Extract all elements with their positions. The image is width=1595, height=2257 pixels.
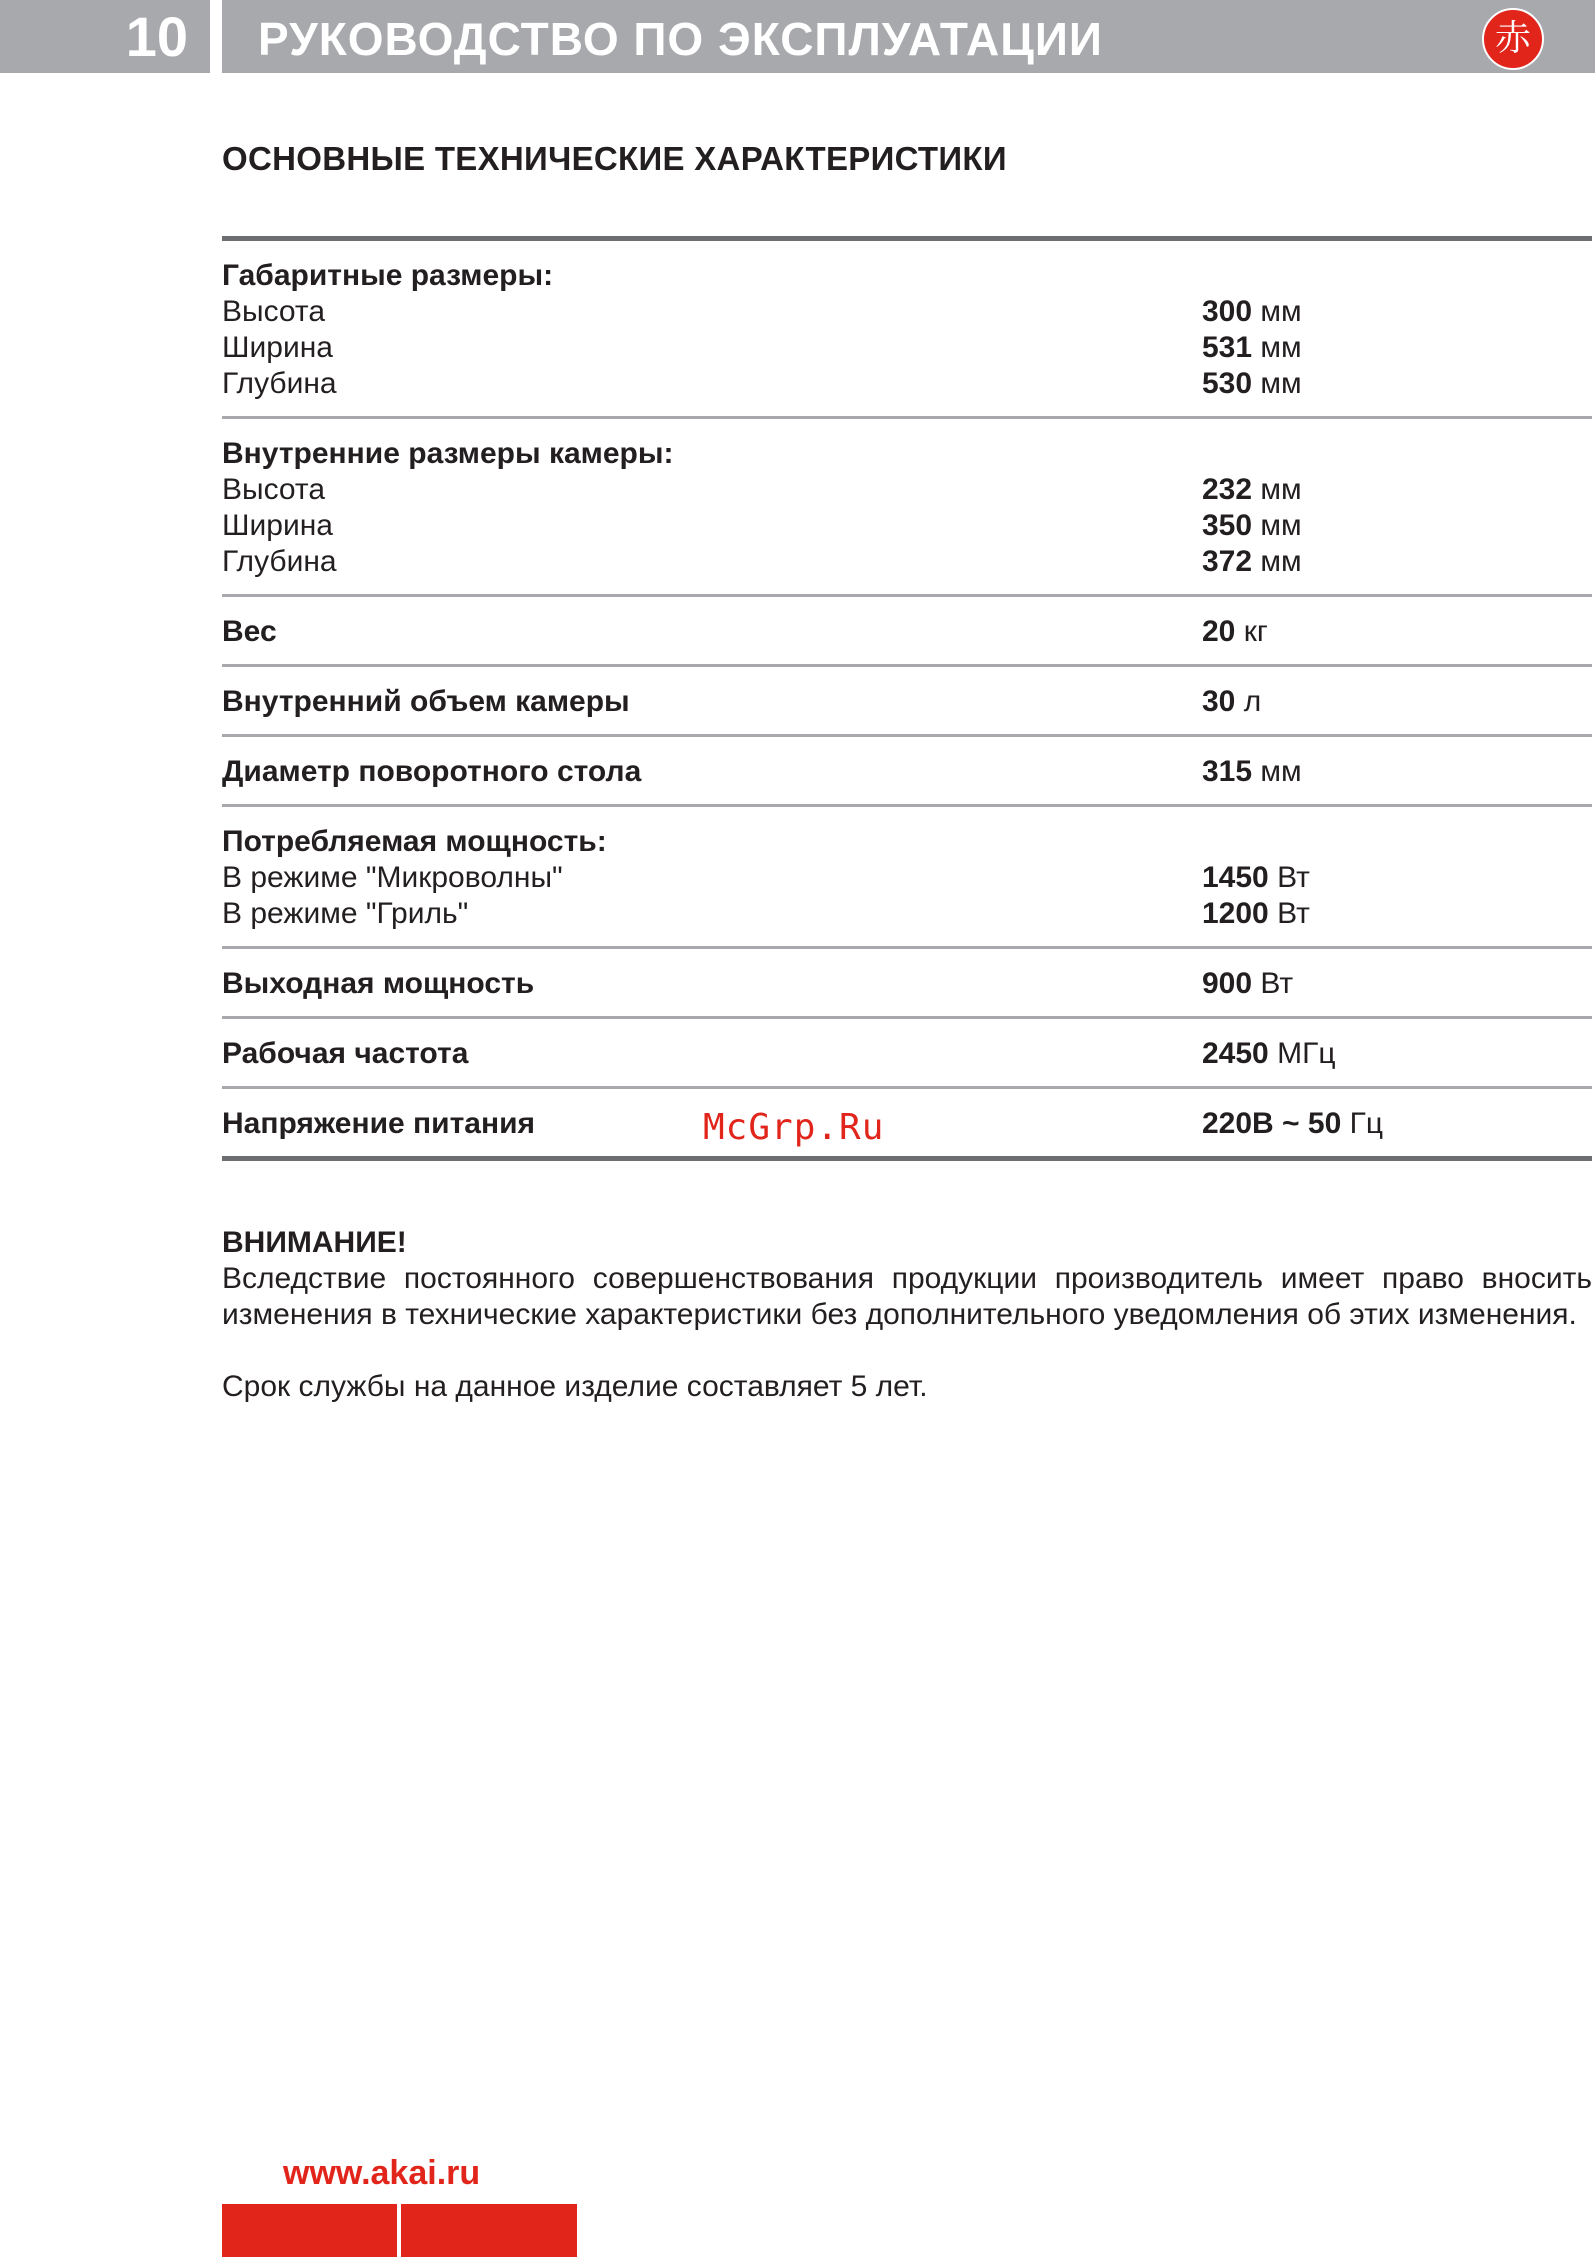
spec-unit: мм — [1260, 295, 1302, 328]
spec-value: 900 — [1202, 967, 1253, 1000]
watermark: McGrp.Ru — [703, 1107, 885, 1148]
spec-value-cell — [1202, 1036, 1592, 1072]
section-title: ОСНОВНЫЕ ТЕХНИЧЕСКИЕ ХАРАКТЕРИСТИКИ — [222, 140, 1007, 177]
spec-value-cell — [1202, 966, 1592, 1002]
spec-value: 531 — [1202, 331, 1253, 364]
spec-group — [222, 949, 1592, 1019]
akai-logo-icon: 赤 — [1482, 8, 1544, 70]
spec-row — [222, 684, 1592, 720]
spec-group — [222, 241, 1592, 419]
spec-label: Высота — [222, 295, 326, 328]
spec-value-cell — [1202, 294, 1592, 330]
spec-row — [222, 896, 1592, 932]
spec-value: 220В ~ 50 — [1202, 1107, 1342, 1140]
spec-unit: л — [1243, 685, 1262, 718]
spec-group-heading — [222, 824, 1592, 860]
spec-unit: мм — [1260, 473, 1302, 506]
spec-row — [222, 472, 1592, 508]
spec-label: Выходная мощность — [222, 967, 535, 1000]
service-life-text: Срок службы на данное изделие составляет 5 лет. — [222, 1370, 928, 1403]
spec-group — [222, 807, 1592, 949]
spec-label: В режиме "Гриль" — [222, 897, 469, 930]
warning-block — [222, 1225, 1592, 1405]
spec-unit: мм — [1260, 545, 1302, 578]
spec-unit: Гц — [1349, 1107, 1384, 1140]
spec-value-cell — [1202, 684, 1592, 720]
spec-value: 315 — [1202, 755, 1253, 788]
spec-value: 30 — [1202, 685, 1236, 718]
spec-value: 300 — [1202, 295, 1253, 328]
spec-label: Габаритные размеры: — [222, 259, 554, 292]
spec-value-cell — [1202, 896, 1592, 932]
spec-label: Глубина — [222, 367, 337, 400]
spec-value-cell — [1202, 544, 1592, 580]
spec-value: 372 — [1202, 545, 1253, 578]
spec-group — [222, 1089, 1592, 1156]
spec-group — [222, 419, 1592, 597]
spec-value-cell — [1202, 366, 1592, 402]
spec-unit: Вт — [1277, 897, 1310, 930]
spec-row — [222, 294, 1592, 330]
spec-value: 232 — [1202, 473, 1253, 506]
spec-label: Напряжение питания — [222, 1107, 536, 1140]
spec-row — [222, 860, 1592, 896]
spec-value: 1200 — [1202, 897, 1269, 930]
spec-group — [222, 597, 1592, 667]
spec-label: В режиме "Микроволны" — [222, 861, 563, 894]
spec-label: Высота — [222, 473, 326, 506]
spec-unit: кг — [1243, 615, 1268, 648]
spec-value-cell — [1202, 824, 1592, 860]
spec-unit: мм — [1260, 509, 1302, 542]
spec-unit: мм — [1260, 755, 1302, 788]
spec-group-heading — [222, 258, 1592, 294]
spec-row — [222, 366, 1592, 402]
spec-group-heading — [222, 436, 1592, 472]
spec-row — [222, 544, 1592, 580]
spec-value-cell — [1202, 258, 1592, 294]
spec-row — [222, 754, 1592, 790]
spec-unit: мм — [1260, 367, 1302, 400]
spec-row — [222, 1036, 1592, 1072]
spec-label: Ширина — [222, 509, 333, 542]
spec-value-cell — [1202, 436, 1592, 472]
spec-value-cell — [1202, 330, 1592, 366]
spec-row — [222, 966, 1592, 1002]
header-title: РУКОВОДСТВО ПО ЭКСПЛУАТАЦИИ — [258, 13, 1103, 65]
page-number: 10 — [0, 0, 210, 73]
spec-group — [222, 1019, 1592, 1089]
spec-value: 20 — [1202, 615, 1236, 648]
spec-value-cell — [1202, 754, 1592, 790]
spec-value: 1450 — [1202, 861, 1269, 894]
spec-row — [222, 1106, 1592, 1142]
spec-label: Вес — [222, 615, 277, 648]
spec-unit: МГц — [1277, 1037, 1336, 1070]
spec-group — [222, 667, 1592, 737]
spec-value-cell — [1202, 614, 1592, 650]
spec-unit: Вт — [1277, 861, 1310, 894]
spec-unit: мм — [1260, 331, 1302, 364]
spec-row — [222, 508, 1592, 544]
footer-block-left — [222, 2204, 397, 2257]
spec-label: Внутренний объем камеры — [222, 685, 630, 718]
footer-block-right — [401, 2204, 577, 2257]
spec-value-cell — [1202, 1106, 1592, 1142]
spec-value: 350 — [1202, 509, 1253, 542]
spec-row — [222, 614, 1592, 650]
spec-label: Ширина — [222, 331, 333, 364]
warning-body: Вследствие постоянного совершенствования продукции производитель имеет право вносить изменения в технические характеристики без дополнительного уведомления об этих изменения. — [222, 1262, 1592, 1331]
spec-value-cell — [1202, 508, 1592, 544]
spec-label: Рабочая частота — [222, 1037, 469, 1070]
spec-label: Внутренние размеры камеры: — [222, 437, 674, 470]
spec-label: Потребляемая мощность: — [222, 825, 607, 858]
spec-label: Диаметр поворотного стола — [222, 755, 642, 788]
spec-unit: Вт — [1260, 967, 1294, 1000]
website-link[interactable]: www.akai.ru — [283, 2154, 481, 2192]
specs-table — [222, 236, 1592, 1161]
spec-row — [222, 330, 1592, 366]
spec-group — [222, 737, 1592, 807]
spec-value-cell — [1202, 860, 1592, 896]
warning-title: ВНИМАНИЕ! — [222, 1226, 407, 1259]
spec-value: 530 — [1202, 367, 1253, 400]
spec-label: Глубина — [222, 545, 337, 578]
header-bar — [222, 0, 1595, 73]
spec-value-cell — [1202, 472, 1592, 508]
spec-value: 2450 — [1202, 1037, 1269, 1070]
